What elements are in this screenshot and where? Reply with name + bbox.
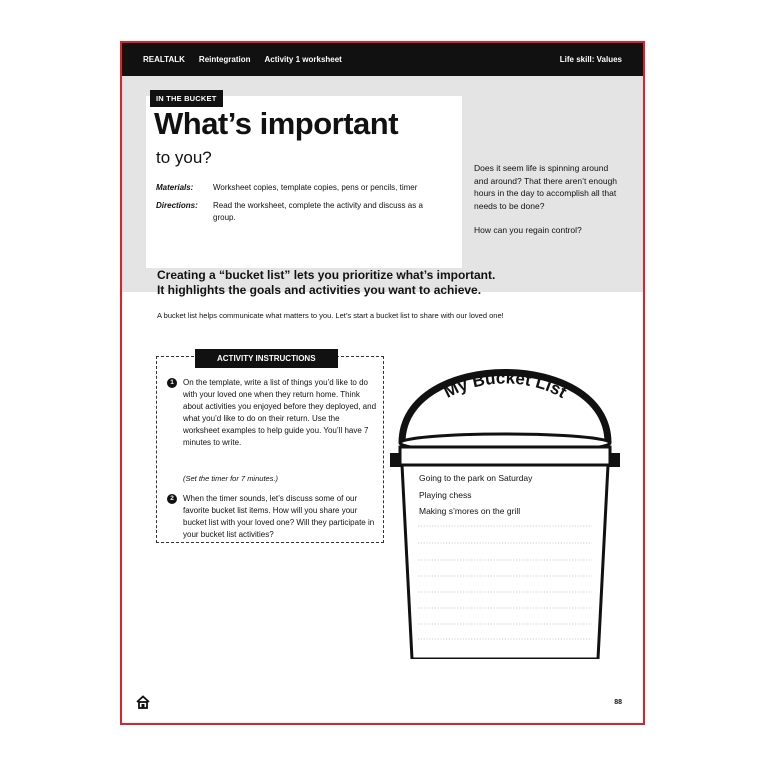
page-number: 88 (614, 699, 622, 706)
bucket-entry-2: Playing chess (419, 490, 472, 500)
activity-heading: ACTIVITY INSTRUCTIONS (195, 349, 338, 368)
activity-label: Activity 1 worksheet (264, 55, 342, 64)
activity-box (156, 356, 384, 543)
bucket-entry-3: Making s’mores on the grill (419, 506, 521, 516)
directions-label: Directions: (156, 201, 198, 210)
materials-value: Worksheet copies, template copies, pens or pencils, timer (213, 183, 418, 192)
materials-label: Materials: (156, 183, 194, 192)
timer-note: (Set the timer for 7 minutes.) (183, 474, 279, 483)
side-question (474, 162, 624, 237)
step-1-number: 1 (167, 378, 177, 388)
step-1-text: On the template, write a list of things you’d like to do with your loved one when they return home. Think about activities you enjoyed before they deployed, and what you’d like to do on their return. Use the worksheet examples to help guide you. You’ll have 7 minutes to write. (183, 378, 377, 447)
hero-section (122, 76, 643, 292)
page-subtitle: to you? (156, 148, 212, 167)
side-question-1: Does it seem life is spinning around and around? That there aren’t enough hours in the day to accomplish all that needs to be done? (474, 163, 618, 211)
page-title: What’s important (154, 106, 399, 141)
step-2-text: When the timer sounds, let’s discuss some of our favorite bucket list items. How will you share your bucket list with your loved one? Will they participate in your bucket list activities? (183, 494, 375, 539)
lead-line-2: It highlights the goals and activities you want to achieve. (157, 283, 482, 297)
bucket-illustration (380, 339, 630, 659)
header-bar (122, 43, 643, 76)
lead-text (157, 268, 597, 298)
side-question-2: How can you regain control? (474, 225, 582, 235)
step-2-number: 2 (167, 494, 177, 504)
intro-text: A bucket list helps communicate what matters to you. Let’s start a bucket list to share with our loved one! (157, 311, 504, 320)
house-icon (136, 695, 150, 709)
life-skill-label: Life skill: Values (559, 55, 622, 64)
lead-line-1: Creating a “bucket list” lets you prioritize what’s important. (157, 268, 496, 282)
directions-value: Read the worksheet, complete the activity and discuss as a group. (213, 201, 423, 222)
bucket-top-band (400, 447, 610, 465)
brand-label: REALTALK (143, 55, 185, 64)
section-label: Reintegration (198, 55, 251, 64)
worksheet-page (120, 41, 645, 725)
section-tag: IN THE BUCKET (150, 90, 223, 107)
bucket-title: My Bucket List (440, 368, 570, 402)
bucket-entry-1: Going to the park on Saturday (419, 473, 533, 483)
